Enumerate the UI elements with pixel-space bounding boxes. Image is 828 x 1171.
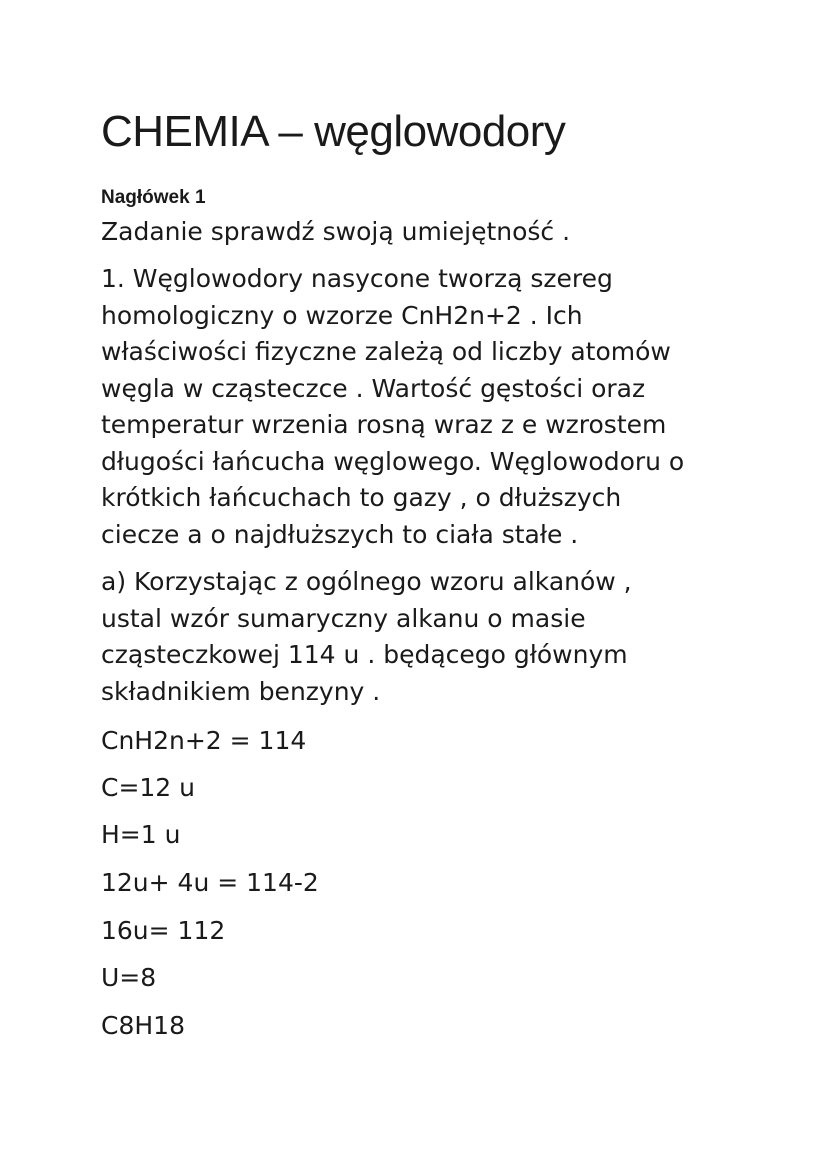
calculation-result: C8H18 bbox=[101, 1011, 185, 1040]
intro-paragraph bbox=[101, 214, 761, 251]
task-1-line: właściwości fizyczne zależą od liczby atomów bbox=[101, 337, 671, 366]
calculation-line: CnH2n+2 = 114 bbox=[101, 726, 307, 755]
task-a-line: składnikiem benzyny . bbox=[101, 676, 381, 706]
intro-line: Zadanie sprawdź swoją umiejętność . bbox=[101, 217, 571, 246]
task-1-line: węgla w cząsteczce . Wartość gęstości oraz bbox=[101, 373, 646, 403]
calculation-line: 12u+ 4u = 114-2 bbox=[101, 868, 319, 897]
task-1-paragraph bbox=[101, 261, 761, 553]
section-heading: Nagłówek 1 bbox=[101, 187, 206, 208]
calculation-line: U=8 bbox=[101, 963, 157, 992]
task-a-line: a) Korzystając z ogólnego wzoru alkanów , bbox=[101, 567, 632, 596]
calculation-line: C=12 u bbox=[101, 773, 196, 802]
document-title: CHEMIA – węglowodory bbox=[101, 107, 566, 156]
task-a-line: cząsteczkowej 114 u . będącego głównym bbox=[101, 640, 628, 669]
calculation-line: 16u= 112 bbox=[101, 916, 226, 945]
task-1-line: ciecze a o najdłuższych to ciała stałe . bbox=[101, 519, 579, 549]
calculation-line: H=1 u bbox=[101, 820, 181, 849]
task-1-line: długości łańcucha węglowego. Węglowodoru o bbox=[101, 446, 685, 476]
task-1-line: temperatur wrzenia rosną wraz z e wzrostem bbox=[101, 410, 667, 439]
task-1-line: krótkich łańcuchach to gazy , o dłuższych bbox=[101, 483, 622, 512]
task-a-paragraph bbox=[101, 564, 761, 710]
task-a-line: ustal wzór sumaryczny alkanu o masie bbox=[101, 603, 586, 633]
task-1-line: homologiczny o wzorze CnH2n+2 . Ich bbox=[101, 300, 583, 330]
task-1-line: 1. Węglowodory nasycone tworzą szereg bbox=[101, 264, 613, 293]
